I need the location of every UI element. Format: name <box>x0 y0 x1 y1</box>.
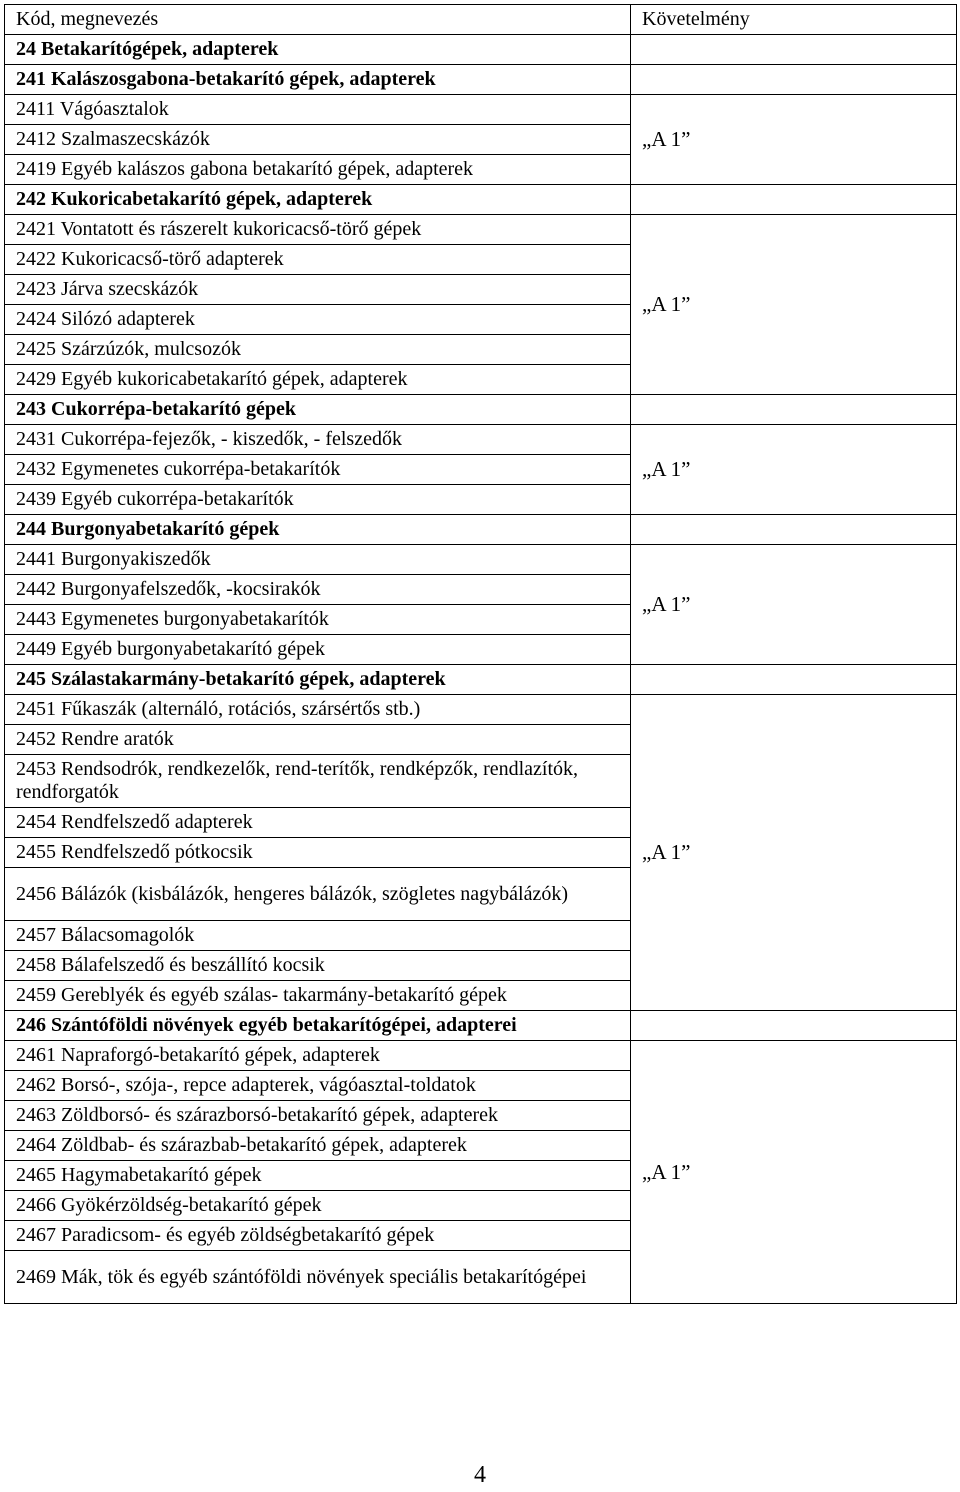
requirements-table <box>4 4 957 1304</box>
requirement-value: „A 1” <box>631 545 957 665</box>
item-label: 2453 Rendsodrók, rendkezelők, rend-terítők, rendképzők, rendlazítók, rendforgatók <box>5 755 631 808</box>
group-title: 243 Cukorrépa-betakarító gépek <box>5 395 631 425</box>
item-label: 2466 Gyökérzöldség-betakarító gépek <box>5 1191 631 1221</box>
item-label: 2449 Egyéb burgonyabetakarító gépek <box>5 635 631 665</box>
table-header-row <box>5 5 957 35</box>
page-number: 4 <box>474 1462 486 1488</box>
item-label: 2458 Bálafelszedő és beszállító kocsik <box>5 951 631 981</box>
requirement-cell-title <box>631 1011 957 1041</box>
table-row <box>5 95 957 125</box>
item-label: 2454 Rendfelszedő adapterek <box>5 808 631 838</box>
header-requirement: Követelmény <box>631 5 957 35</box>
table-row <box>5 215 957 245</box>
item-label: 2429 Egyéb kukoricabetakarító gépek, adapterek <box>5 365 631 395</box>
table-body <box>5 35 957 1304</box>
item-label: 2462 Borsó-, szója-, repce adapterek, vágóasztal-toldatok <box>5 1071 631 1101</box>
group-title: 244 Burgonyabetakarító gépek <box>5 515 631 545</box>
requirement-value: „A 1” <box>631 695 957 1011</box>
item-label: 2431 Cukorrépa-fejezők, - kiszedők, - felszedők <box>5 425 631 455</box>
header-name: Kód, megnevezés <box>5 5 631 35</box>
requirement-value: „A 1” <box>631 1041 957 1304</box>
item-label: 2411 Vágóasztalok <box>5 95 631 125</box>
item-label: 2442 Burgonyafelszedők, -kocsirakók <box>5 575 631 605</box>
item-label: 2463 Zöldborsó- és szárazborsó-betakarító gépek, adapterek <box>5 1101 631 1131</box>
requirement-cell-title <box>631 515 957 545</box>
item-label: 2421 Vontatott és rászerelt kukoricacső-törő gépek <box>5 215 631 245</box>
item-label: 2464 Zöldbab- és szárazbab-betakarító gépek, adapterek <box>5 1131 631 1161</box>
requirement-cell-title <box>631 65 957 95</box>
requirement-cell-title <box>631 185 957 215</box>
item-label: 2419 Egyéb kalászos gabona betakarító gépek, adapterek <box>5 155 631 185</box>
item-label: 2451 Fűkaszák (alternáló, rotációs, szársértős stb.) <box>5 695 631 725</box>
group-row <box>5 185 957 215</box>
item-label: 2469 Mák, tök és egyéb szántóföldi növények speciális betakarítógépei <box>5 1251 631 1304</box>
item-label: 2439 Egyéb cukorrépa-betakarítók <box>5 485 631 515</box>
item-label: 2465 Hagymabetakarító gépek <box>5 1161 631 1191</box>
table-row <box>5 425 957 455</box>
group-row <box>5 395 957 425</box>
requirement-cell-title <box>631 665 957 695</box>
requirement-cell-empty <box>631 35 957 65</box>
group-title: 242 Kukoricabetakarító gépek, adapterek <box>5 185 631 215</box>
item-label: 2424 Silózó adapterek <box>5 305 631 335</box>
table-row <box>5 1041 957 1071</box>
group-row <box>5 35 957 65</box>
item-label: 2467 Paradicsom- és egyéb zöldségbetakarító gépek <box>5 1221 631 1251</box>
group-title: 245 Szálastakarmány-betakarító gépek, adapterek <box>5 665 631 695</box>
requirement-value: „A 1” <box>631 215 957 395</box>
item-label: 2456 Bálázók (kisbálázók, hengeres bálázók, szögletes nagybálázók) <box>5 868 631 921</box>
item-label: 2425 Szárzúzók, mulcsozók <box>5 335 631 365</box>
group-row <box>5 665 957 695</box>
item-label: 2457 Bálacsomagolók <box>5 921 631 951</box>
item-label: 2455 Rendfelszedő pótkocsik <box>5 838 631 868</box>
requirement-value: „A 1” <box>631 425 957 515</box>
item-label: 2422 Kukoricacső-törő adapterek <box>5 245 631 275</box>
group-title: 241 Kalászosgabona-betakarító gépek, adapterek <box>5 65 631 95</box>
group-row <box>5 65 957 95</box>
group-title: 24 Betakarítógépek, adapterek <box>5 35 631 65</box>
item-label: 2461 Napraforgó-betakarító gépek, adapterek <box>5 1041 631 1071</box>
item-label: 2423 Járva szecskázók <box>5 275 631 305</box>
item-label: 2412 Szalmaszecskázók <box>5 125 631 155</box>
item-label: 2459 Gereblyék és egyéb szálas- takarmány-betakarító gépek <box>5 981 631 1011</box>
table-row <box>5 695 957 725</box>
item-label: 2441 Burgonyakiszedők <box>5 545 631 575</box>
requirement-cell-title <box>631 395 957 425</box>
item-label: 2452 Rendre aratók <box>5 725 631 755</box>
table-row <box>5 545 957 575</box>
requirement-value: „A 1” <box>631 95 957 185</box>
group-title: 246 Szántóföldi növények egyéb betakarítógépei, adapterei <box>5 1011 631 1041</box>
item-label: 2443 Egymenetes burgonyabetakarítók <box>5 605 631 635</box>
item-label: 2432 Egymenetes cukorrépa-betakarítók <box>5 455 631 485</box>
group-row <box>5 1011 957 1041</box>
group-row <box>5 515 957 545</box>
